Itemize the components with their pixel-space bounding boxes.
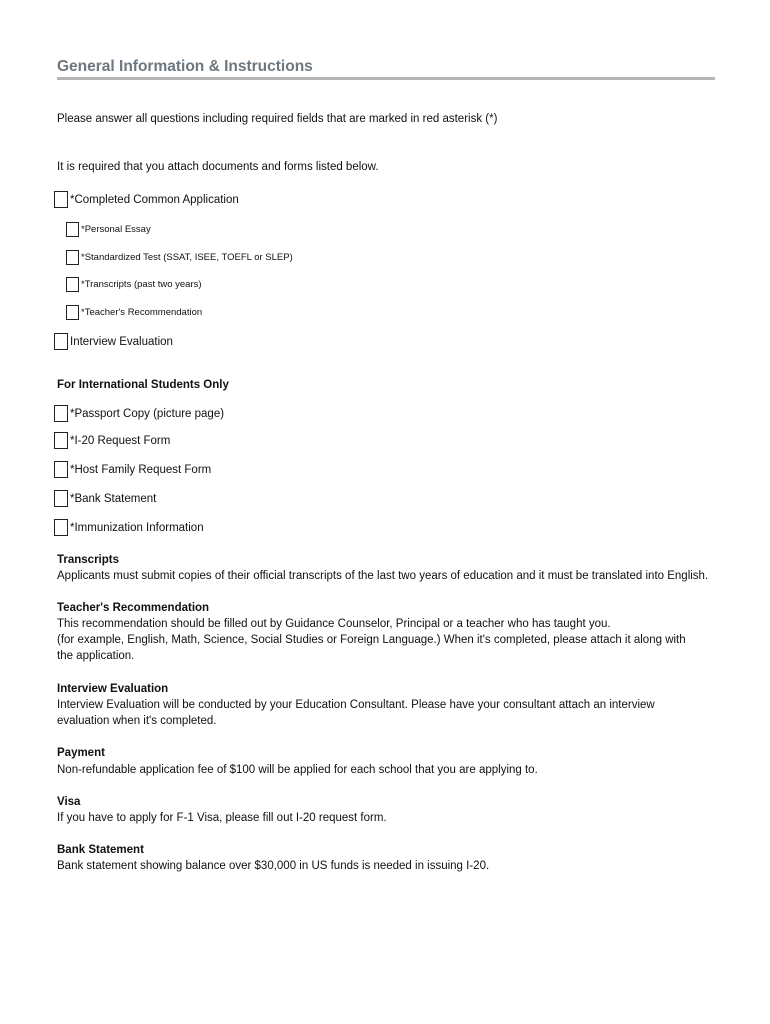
teacher-recommendation-text-line: This recommendation should be filled out by Guidance Counselor, Principal or a teacher who has taught you.: [57, 618, 611, 630]
bank-statement-label: *Bank Statement: [70, 492, 157, 505]
transcripts-label: *Transcripts (past two years): [81, 279, 202, 290]
visa-text-line: If you have to apply for F-1 Visa, please fill out I-20 request form.: [57, 812, 387, 824]
bank-statement-checkbox[interactable]: [54, 490, 68, 507]
interview-evaluation-heading: Interview Evaluation: [57, 683, 169, 695]
host-family-checkbox[interactable]: [54, 461, 68, 478]
international-students-heading: For International Students Only: [57, 379, 229, 391]
transcripts-checkbox[interactable]: [66, 277, 79, 292]
page-title: General Information & Instructions: [57, 58, 313, 75]
teacher-recommendation-text-line: (for example, English, Math, Science, Social Studies or Foreign Language.) When it's completed, please attach it along with: [57, 634, 686, 646]
teacher-recommendation-heading: Teacher's Recommendation: [57, 602, 210, 614]
teacher-recommendation-checkbox[interactable]: [66, 305, 79, 320]
bank-statement-text: [57, 858, 727, 874]
personal-essay-label: *Personal Essay: [81, 224, 151, 235]
visa-text: [57, 810, 727, 826]
visa-heading: Visa: [57, 796, 81, 808]
intro-required-fields: Please answer all questions including required fields that are marked in red asterisk (*): [57, 113, 498, 125]
i20-form-label: *I-20 Request Form: [70, 434, 171, 447]
payment-text: [57, 762, 727, 778]
immunization-checkbox[interactable]: [54, 519, 68, 536]
payment-text-line: Non-refundable application fee of $100 will be applied for each school that you are applying to.: [57, 764, 538, 776]
common-application-checkbox[interactable]: [54, 191, 68, 208]
personal-essay-checkbox[interactable]: [66, 222, 79, 237]
interview-evaluation-text: [57, 697, 727, 729]
interview-evaluation-label: Interview Evaluation: [70, 335, 173, 348]
payment-heading: Payment: [57, 747, 105, 759]
passport-label: *Passport Copy (picture page): [70, 407, 225, 420]
teacher-recommendation-text-line: the application.: [57, 650, 135, 662]
transcripts-text: [57, 568, 727, 584]
interview-evaluation-checkbox[interactable]: [54, 333, 68, 350]
checklist-item-passport: [54, 405, 224, 422]
standardized-test-label: *Standardized Test (SSAT, ISEE, TOEFL or SLEP): [81, 252, 293, 263]
checklist-item-teacher-recommendation: [66, 305, 202, 320]
immunization-label: *Immunization Information: [70, 521, 204, 534]
intro-attach-documents: It is required that you attach documents and forms listed below.: [57, 161, 379, 173]
standardized-test-checkbox[interactable]: [66, 250, 79, 265]
bank-statement-text-line: Bank statement showing balance over $30,000 in US funds is needed in issuing I-20.: [57, 860, 490, 872]
checklist-item-standardized-test: [66, 250, 293, 265]
interview-evaluation-text-line: evaluation when it's completed.: [57, 715, 217, 727]
teacher-recommendation-text: [57, 616, 727, 664]
bank-statement-heading: Bank Statement: [57, 844, 144, 856]
interview-evaluation-text-line: Interview Evaluation will be conducted by your Education Consultant. Please have your consultant attach an interview: [57, 699, 655, 711]
i20-form-checkbox[interactable]: [54, 432, 68, 449]
checklist-item-host-family: [54, 461, 211, 478]
transcripts-text-line: Applicants must submit copies of their official transcripts of the last two years of education and it must be translated into English.: [57, 570, 709, 582]
checklist-item-personal-essay: [66, 222, 151, 237]
checklist-item-transcripts: [66, 277, 202, 292]
title-divider: [57, 77, 715, 80]
checklist-item-i20-form: [54, 432, 170, 449]
checklist-item-bank-statement: [54, 490, 156, 507]
common-application-label: *Completed Common Application: [70, 193, 239, 206]
checklist-item-interview-evaluation: [54, 333, 173, 350]
passport-checkbox[interactable]: [54, 405, 68, 422]
host-family-label: *Host Family Request Form: [70, 463, 212, 476]
transcripts-heading: Transcripts: [57, 554, 119, 566]
teacher-recommendation-label: *Teacher's Recommendation: [81, 307, 203, 318]
checklist-item-common-application: [54, 191, 239, 208]
checklist-item-immunization: [54, 519, 204, 536]
